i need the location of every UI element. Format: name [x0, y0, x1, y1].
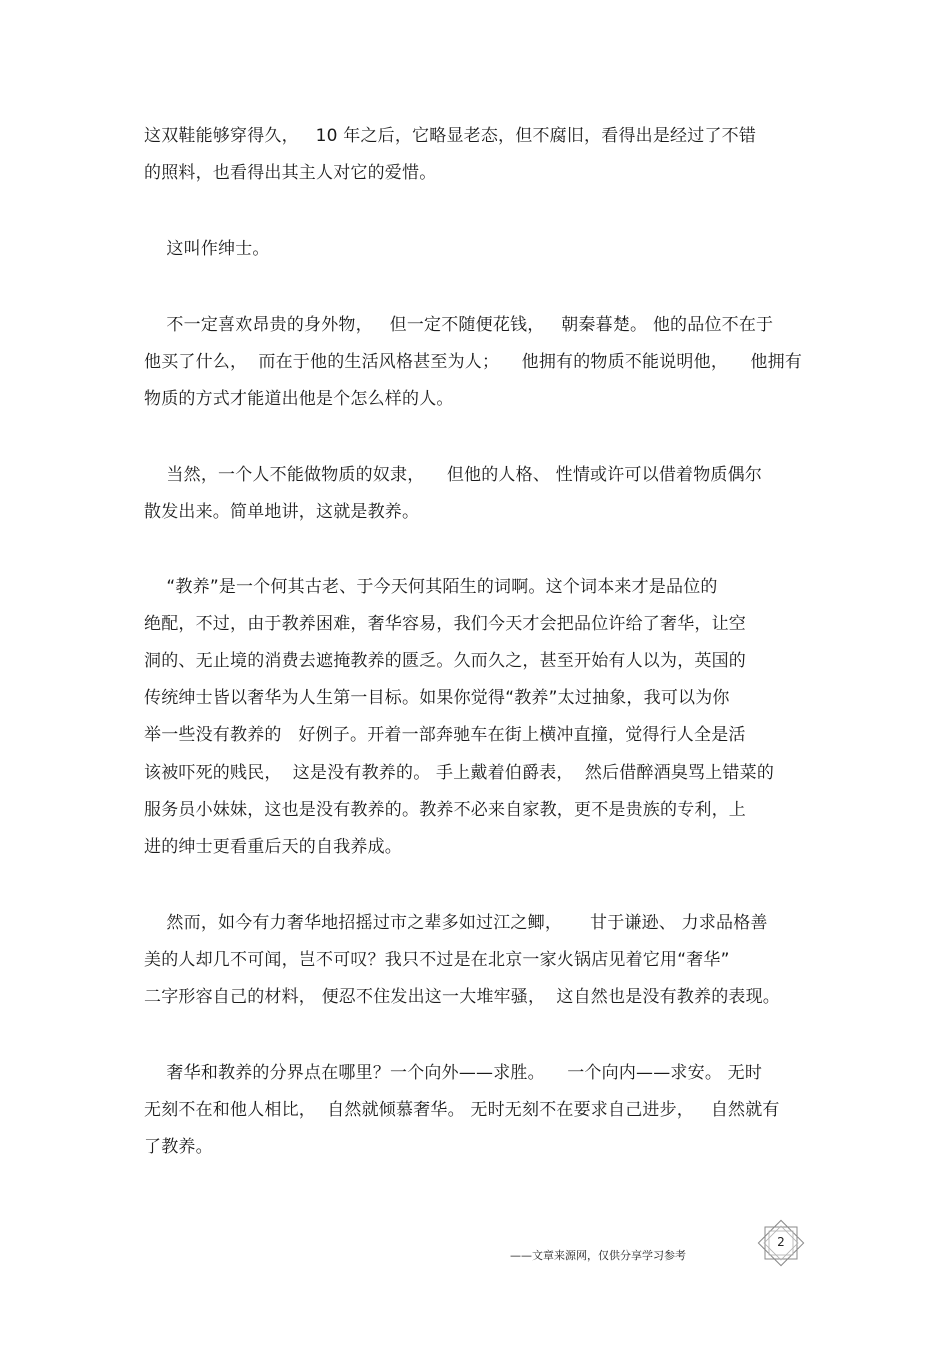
text-line: 这叫作绅士。 [144, 239, 270, 259]
text-line: 美的人却几不可闻，岂不可叹？我只不过是在北京一家火锅店见着它用“奢华” [144, 950, 730, 970]
text-line: 传统绅士皆以奢华为人生第一目标。如果你觉得“教养”太过抽象，我可以为你 [144, 688, 730, 708]
text-line: 了教养。 [144, 1137, 213, 1157]
text-line: 当然，一个人不能做物质的奴隶， 但他的人格、 性情或许可以借着物质偶尔 [144, 465, 763, 485]
text-line: 他买了什么， 而在于他的生活风格甚至为人； 他拥有的物质不能说明他， 他拥有 [144, 352, 803, 372]
text-line: 的照料，也看得出其主人对它的爱惜。 [144, 163, 437, 183]
page-number: 2 [777, 1235, 785, 1249]
text-line: 二字形容自己的材料， 便忍不住发出这一大堆牢骚， 这自然也是没有教养的表现。 [144, 987, 781, 1007]
text-line: 服务员小妹妹，这也是没有教养的。教养不必来自家教，更不是贵族的专利，上 [144, 800, 746, 820]
page-number-badge [757, 1219, 805, 1267]
footer-source-note: ——文章来源网，仅供分享学习参考 [510, 1249, 686, 1262]
text-line: 该被吓死的贱民， 这是没有教养的。 手上戴着伯爵表， 然后借醉酒臭骂上错菜的 [144, 763, 775, 783]
text-line: “教养”是一个何其古老、于今天何其陌生的词啊。这个词本来才是品位的 [144, 577, 718, 597]
text-line: 不一定喜欢昂贵的身外物， 但一定不随便花钱， 朝秦暮楚。 他的品位不在于 [144, 315, 774, 335]
text-line: 散发出来。简单地讲，这就是教养。 [144, 502, 420, 522]
text-line: 绝配，不过，由于教养困难，奢华容易，我们今天才会把品位许给了奢华，让空 [144, 614, 746, 634]
text-line: 进的绅士更看重后天的自我养成。 [144, 837, 402, 857]
text-line: 物质的方式才能道出他是个怎么样的人。 [144, 389, 454, 409]
text-line: 然而，如今有力奢华地招摇过市之辈多如过江之鲫， 甘于谦逊、 力求品格善 [144, 913, 768, 933]
text-line: 无刻不在和他人相比， 自然就倾慕奢华。 无时无刻不在要求自己进步， 自然就有 [144, 1100, 780, 1120]
text-line: 洞的、无止境的消费去遮掩教养的匮乏。久而久之，甚至开始有人以为，英国的 [144, 651, 746, 671]
text-line: 举一些没有教养的 好例子。开着一部奔驰车在街上横冲直撞，觉得行人全是活 [144, 725, 746, 745]
text-line: 奢华和教养的分界点在哪里？一个向外——求胜。 一个向内——求安。 无时 [144, 1063, 763, 1083]
text-line: 这双鞋能够穿得久， 10 年之后，它略显老态，但不腐旧，看得出是经过了不错 [144, 126, 757, 146]
